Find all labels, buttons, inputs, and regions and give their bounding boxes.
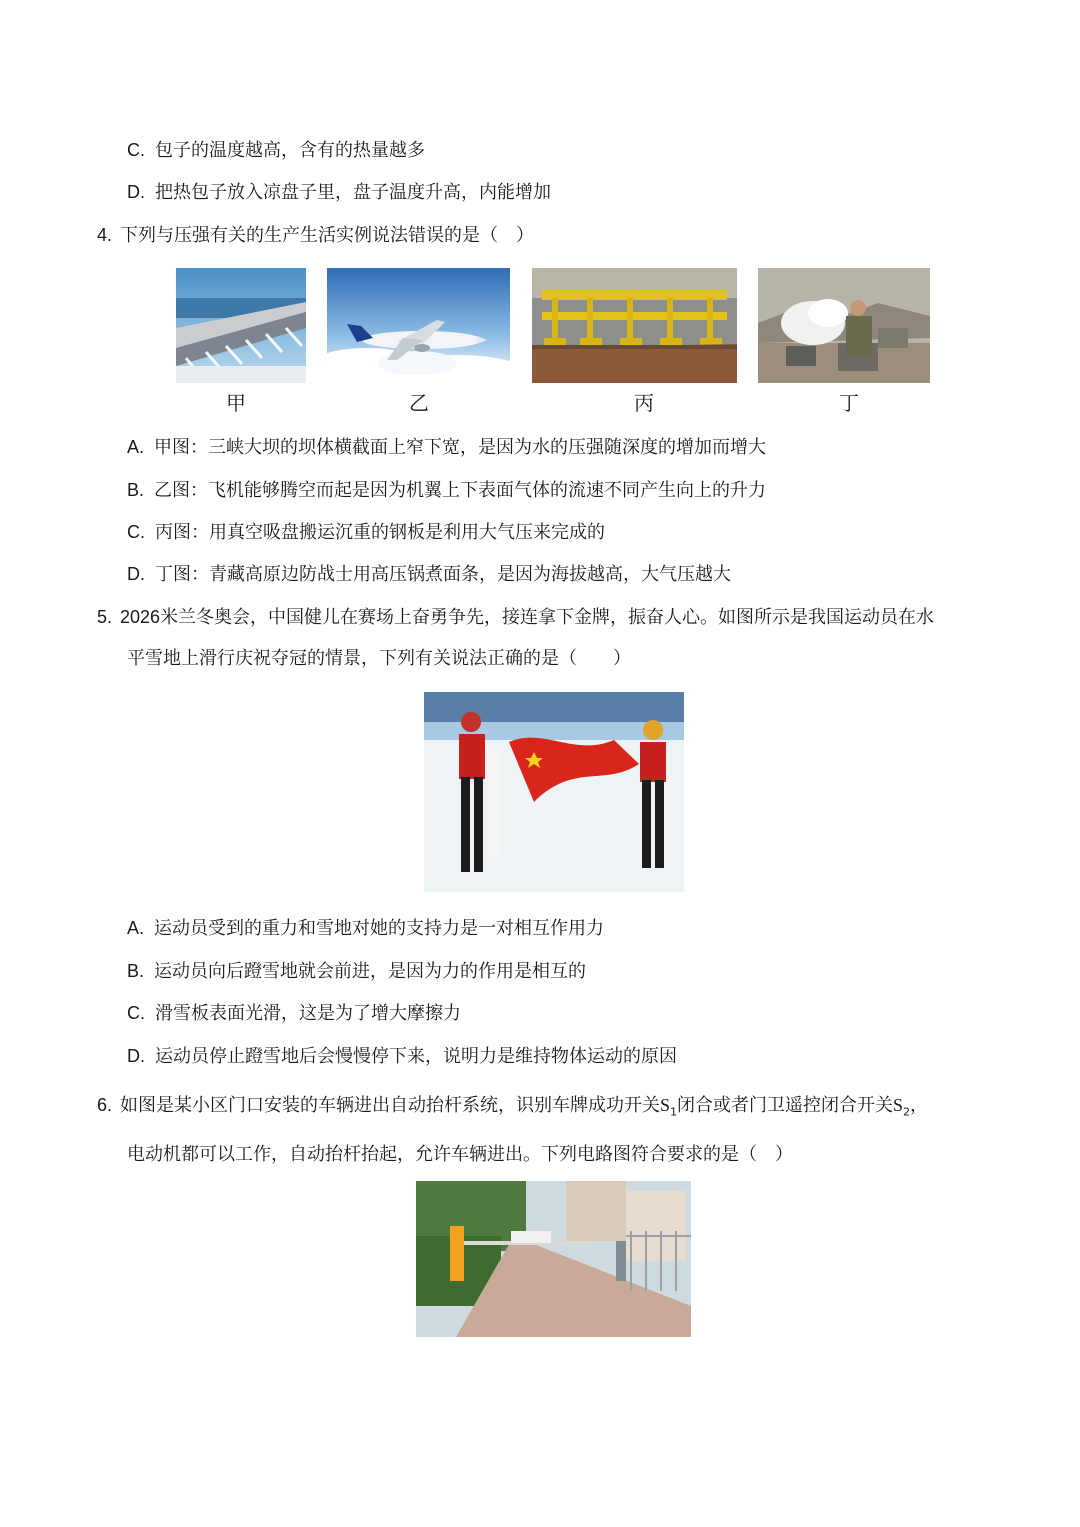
q6-stem-line1 bbox=[97, 1092, 928, 1126]
q3-option-c bbox=[127, 137, 425, 164]
option-label: C. bbox=[127, 140, 145, 160]
caption-jia: 甲 bbox=[226, 391, 246, 415]
q5-stem-line2 bbox=[127, 646, 631, 672]
dam-photo bbox=[176, 268, 306, 383]
option-label: A. bbox=[127, 437, 145, 457]
q5-option-d bbox=[127, 1043, 677, 1070]
q5-option-b bbox=[127, 958, 586, 985]
switch-subscript: 1 bbox=[670, 1105, 678, 1119]
option-text: 乙图：飞机能够腾空而起是因为机翼上下表面气体的流速不同产生向上的升力 bbox=[154, 480, 767, 501]
option-text: 丙图：用真空吸盘搬运沉重的钢板是利用大气压来完成的 bbox=[155, 522, 605, 543]
question-number: 5. bbox=[97, 607, 113, 627]
q4-option-b bbox=[127, 477, 766, 504]
caption-bing: 丙 bbox=[634, 391, 654, 415]
q4-option-d bbox=[127, 561, 731, 588]
skaters-photo bbox=[424, 692, 684, 892]
question-text: 下列与压强有关的生产生活实例说法错误的是（ ） bbox=[120, 225, 535, 246]
option-label: D. bbox=[127, 564, 145, 584]
option-text: 甲图：三峡大坝的坝体横截面上窄下宽，是因为水的压强随深度的增加而增大 bbox=[154, 437, 767, 458]
option-label: C. bbox=[127, 1003, 145, 1023]
option-text: 滑雪板表面光滑，这是为了增大摩擦力 bbox=[155, 1003, 461, 1024]
soldier-cooking-photo bbox=[758, 268, 930, 383]
q5-stem-line1 bbox=[97, 604, 934, 631]
option-label: B. bbox=[127, 961, 145, 981]
caption-ding: 丁 bbox=[839, 391, 859, 415]
vacuum-lifter-photo bbox=[532, 268, 737, 383]
question-number: 6. bbox=[97, 1095, 113, 1115]
caption-yi: 乙 bbox=[409, 391, 429, 415]
question-text: 电动机都可以工作，自动抬杆抬起，允许车辆进出。下列电路图符合要求的是（ ） bbox=[127, 1144, 793, 1165]
option-label: D. bbox=[127, 182, 145, 202]
question-text: 闭合或者门卫遥控闭合开关 bbox=[677, 1095, 894, 1116]
option-label: B. bbox=[127, 480, 145, 500]
option-label: D. bbox=[127, 1046, 145, 1066]
q3-option-d bbox=[127, 179, 551, 206]
question-number: 4. bbox=[97, 225, 113, 245]
year-text: 2026 bbox=[120, 607, 161, 627]
airplane-photo bbox=[327, 268, 510, 383]
question-text: 如图是某小区门口安装的车辆进出自动抬杆系统，识别车牌成功开关 bbox=[120, 1095, 661, 1116]
switch-subscript: 2 bbox=[903, 1105, 911, 1119]
option-text: 包子的温度越高，含有的热量越多 bbox=[155, 140, 425, 161]
q4-stem bbox=[97, 222, 534, 249]
question-text: 平雪地上滑行庆祝夺冠的情景，下列有关说法正确的是（ ） bbox=[127, 648, 631, 669]
q5-option-c bbox=[127, 1000, 461, 1027]
gate-barrier-photo bbox=[416, 1181, 691, 1337]
option-text: 丁图：青藏高原边防战士用高压锅煮面条，是因为海拔越高，大气压越大 bbox=[155, 564, 731, 585]
option-text: 运动员受到的重力和雪地对她的支持力是一对相互作用力 bbox=[154, 918, 605, 939]
q4-option-a bbox=[127, 434, 766, 461]
q5-option-a bbox=[127, 915, 604, 942]
q4-option-c bbox=[127, 519, 605, 546]
option-text: 运动员停止蹬雪地后会慢慢停下来，说明力是维持物体运动的原因 bbox=[155, 1046, 677, 1067]
question-text: 米兰冬奥会，中国健儿在赛场上奋勇争先，接连拿下金牌，振奋人心。如图所示是我国运动员在水 bbox=[160, 607, 935, 628]
switch-symbol: S bbox=[893, 1095, 904, 1115]
option-text: 把热包子放入凉盘子里，盘子温度升高，内能增加 bbox=[155, 182, 551, 203]
switch-symbol: S bbox=[660, 1095, 671, 1115]
option-text: 运动员向后蹬雪地就会前进，是因为力的作用是相互的 bbox=[154, 961, 587, 982]
question-text: ， bbox=[910, 1095, 929, 1116]
q6-stem-line2 bbox=[127, 1142, 793, 1168]
option-label: C. bbox=[127, 522, 145, 542]
option-label: A. bbox=[127, 918, 145, 938]
